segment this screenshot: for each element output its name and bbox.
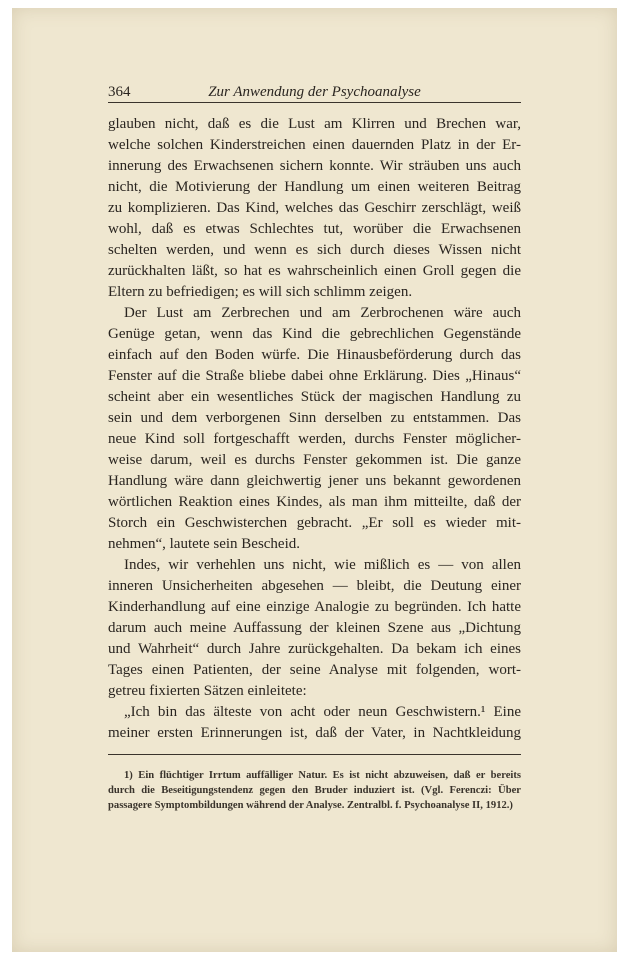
text-line: wohl, daß es etwas Schlechtes tut, worüber die Erwachsenen bbox=[108, 221, 521, 237]
page-header bbox=[108, 84, 521, 103]
text-line: Tages einen Patienten, der seine Analyse mit folgenden, wort- bbox=[108, 662, 521, 678]
text-line: nehmen“, lautete sein Bescheid. bbox=[108, 536, 301, 552]
footnote-line: passagere Symptombildungen während der Analyse. Zentralbl. f. Psychoanalyse II, 1912.) bbox=[108, 800, 513, 811]
text-line: innerung des Erwachsenen sichern konnte. Wir sträuben uns auch bbox=[108, 158, 521, 174]
footnote-line: durch die Beseitigungstendenz gegen den Bruder induziert ist. (Vgl. Ferenczi: Über bbox=[108, 785, 521, 796]
text-line: Storch ein Geschwisterchen gebracht. „Er soll es wieder mit- bbox=[108, 515, 521, 531]
body-text bbox=[108, 114, 521, 744]
text-line: darum auch meine Auffassung der kleinen Szene aus „Dichtung bbox=[108, 620, 521, 636]
text-line: zurückhalten läßt, so hat es wahrscheinlich einen Groll gegen die bbox=[108, 263, 521, 279]
text-line: schelten werden, und wenn es sich durch dieses Wissen nicht bbox=[108, 242, 521, 258]
text-line: meiner ersten Erinnerungen ist, daß der Vater, in Nachtkleidung bbox=[108, 725, 521, 741]
text-line: „Ich bin das älteste von acht oder neun Geschwistern.¹ Eine bbox=[124, 704, 521, 720]
footnote bbox=[108, 768, 521, 813]
text-line: sein und dem verborgenen Sinn derselben zu entstammen. Das bbox=[108, 410, 521, 426]
text-line: glauben nicht, daß es die Lust am Klirren und Brechen war, bbox=[108, 116, 521, 132]
footnote-divider bbox=[108, 754, 521, 755]
text-line: weise darum, weil es durchs Fenster gekommen ist. Die ganze bbox=[108, 452, 521, 468]
page-number: 364 bbox=[108, 84, 131, 100]
text-line: Handlung wäre dann gleichwertig jener uns bekannt gewordenen bbox=[108, 473, 521, 489]
text-line: Kinderhandlung auf eine einzige Analogie zu begründen. Ich hatte bbox=[108, 599, 521, 615]
text-line: wörtlichen Reaktion eines Kindes, als man ihm mitteilte, daß der bbox=[108, 494, 521, 510]
text-line: Indes, wir verhehlen uns nicht, wie mißlich es — von allen bbox=[124, 557, 521, 573]
text-line: zu komplizieren. Das Kind, welches das Geschirr zerschlägt, weiß bbox=[108, 200, 521, 216]
running-title: Zur Anwendung der Psychoanalyse bbox=[208, 84, 421, 100]
text-line: und Wahrheit“ durch Jahre zurückgehalten. Da bekam ich eines bbox=[108, 641, 521, 657]
text-line: getreu fixierten Sätzen einleitete: bbox=[108, 683, 307, 699]
text-line: Genüge getan, wenn das Kind die gebrechlichen Gegenstände bbox=[108, 326, 521, 342]
text-line: einfach auf den Boden würfe. Die Hinausbeförderung durch das bbox=[108, 347, 521, 363]
text-line: Fenster auf die Straße bliebe dabei ohne Erklärung. Dies „Hinaus“ bbox=[108, 368, 521, 384]
text-line: neue Kind soll fortgeschafft werden, durchs Fenster möglicher- bbox=[108, 431, 521, 447]
text-line: nicht, die Motivierung der Handlung um einen weiteren Beitrag bbox=[108, 179, 521, 195]
text-line: scheint aber ein wesentliches Stück der magischen Handlung zu bbox=[108, 389, 521, 405]
text-line: Der Lust am Zerbrechen und am Zerbrochenen wäre auch bbox=[124, 305, 521, 321]
text-line: welche solchen Kinderstreichen einen dauernden Platz in der Er- bbox=[108, 137, 521, 153]
text-line: inneren Unsicherheiten abgesehen — bleibt, die Deutung einer bbox=[108, 578, 521, 594]
footnote-line: 1) Ein flüchtiger Irrtum auffälliger Natur. Es ist nicht abzuweisen, daß er bereits bbox=[124, 770, 521, 781]
text-line: Eltern zu befriedigen; es will sich schlimm zeigen. bbox=[108, 284, 413, 300]
